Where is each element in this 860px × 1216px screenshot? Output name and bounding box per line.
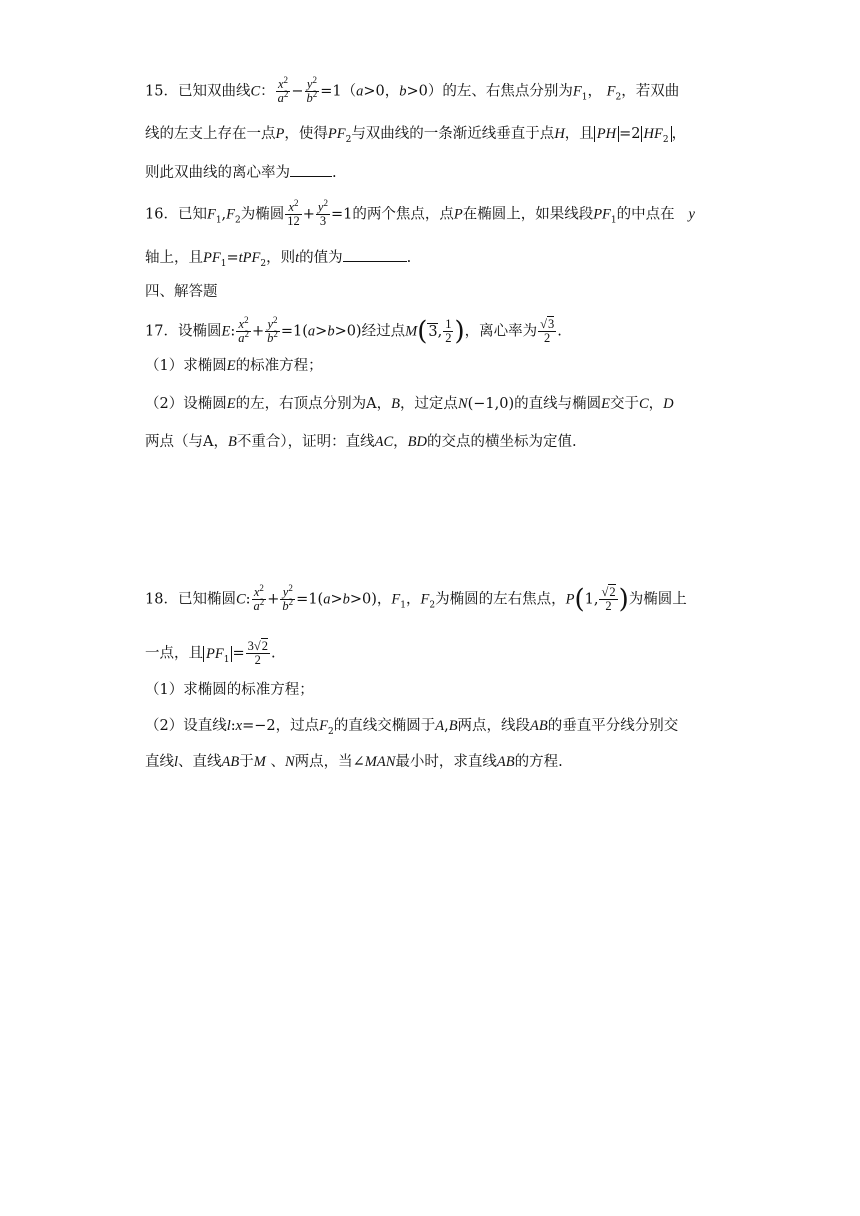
math-fraction: $\frac{x^2}{a^2}$ xyxy=(277,74,289,105)
q17-text: 两点（与 xyxy=(145,434,203,450)
math: C xyxy=(250,83,261,100)
q18-text: 的垂直平分线分别交 xyxy=(547,718,679,734)
q18-line-4: 直线l、直线AB于M 、N两点，当∠MAN最小时，求直线AB的方程. xyxy=(145,754,563,770)
q18-text: 两点，线段 xyxy=(457,718,531,734)
q17-text: 交于 xyxy=(610,396,639,412)
q18-text: 为椭圆的左右焦点， xyxy=(435,591,566,608)
q18-text: 直线 xyxy=(145,754,174,770)
math: $HF_2$ xyxy=(641,126,672,142)
math: $PF_1$ xyxy=(203,646,232,662)
q18-text: ，过点 xyxy=(275,718,320,734)
q17-text: （2）设椭圆 xyxy=(145,396,227,412)
q18-text: 为椭圆上 xyxy=(628,591,687,608)
q16-line-2: 轴上，且$PF_1=tPF_2$，则t的值为 . xyxy=(145,247,411,268)
q17-line-1: 17．设椭圆E: $\frac{x^2}{a^2}$ + $\frac{y^2}{b^2}$ =1(a>b>0)经过点M(3, $\frac{1}{2}$ )，离心率为 $\frac{√3}{2}$ . xyxy=(145,314,562,347)
q17-part-2: （2）设椭圆E的左，右顶点分别为A，B，过定点N(−1,0)的直线与椭圆E交于C，D xyxy=(145,396,674,412)
math-fraction: $\frac{x^2}{a^2}$ xyxy=(253,582,265,613)
q16-text: 的值为 xyxy=(299,250,343,266)
q16-text: 已知 xyxy=(177,206,207,223)
q17-text: 设椭圆 xyxy=(177,323,222,340)
q17-part-1: （1）求椭圆E的标准方程； xyxy=(145,358,323,374)
math-fraction: $\frac{x^2}{a^2}$ xyxy=(238,314,249,345)
q15-text: ）的左、右焦点分别为 xyxy=(427,83,573,100)
math-fraction: $\frac{y^2}{b^2}$ xyxy=(267,314,278,345)
q18-text: 、直线 xyxy=(178,754,222,770)
answer-blank[interactable] xyxy=(343,247,407,262)
q16-text: 为椭圆 xyxy=(240,206,285,223)
q16-text: 轴上，且 xyxy=(145,250,203,266)
q15-line-1: 15．已知双曲线C： $\frac{x^2}{a^2}$ − $\frac{y^2}{b^2}$ =1（a>0，b>0）的左、右焦点分别为$F_1$， $F_2$，若双曲 xyxy=(145,74,680,105)
math-fraction: $\frac{√2}{2}$ xyxy=(601,585,616,613)
math-fraction: $\frac{y^2}{b^2}$ xyxy=(282,582,294,613)
q18-text: 最小时，求直线 xyxy=(395,754,497,770)
q18-text: 一点，且 xyxy=(145,645,203,662)
q17-text: （1）求椭圆 xyxy=(145,358,227,374)
q15-text: ，且 xyxy=(564,126,594,142)
q16-text: 的两个焦点，点 xyxy=(352,206,454,223)
q18-part-1: （1）求椭圆的标准方程； xyxy=(145,682,314,698)
q18-text: 两点，当 xyxy=(294,754,353,770)
q18-text: 的直线交椭圆于 xyxy=(333,718,436,734)
q17-text: 经过点 xyxy=(361,323,406,340)
q16-number: 16． xyxy=(145,206,178,223)
math: PH xyxy=(594,126,619,142)
q15-text: 与双曲线的一条渐近线垂直于点 xyxy=(351,126,555,142)
q17-text: 不重合），证明：直线 xyxy=(236,434,375,450)
math-fraction: $\frac{y^2}{b^2}$ xyxy=(306,74,318,105)
q18-text: . xyxy=(270,645,276,662)
q17-text: 的左，右顶点分别为 xyxy=(235,396,367,412)
q17-text: . xyxy=(557,323,562,340)
q18-text: 的方程. xyxy=(514,754,563,770)
q17-number: 17． xyxy=(145,323,178,340)
q15-line-2: 线的左支上存在一点P，使得$PF_2$与双曲线的一条渐近线垂直于点H，且 PH =2 $HF_2$ ， xyxy=(145,126,687,145)
q15-text: 线的左支上存在一点 xyxy=(145,126,276,142)
q17-text: ，离心率为 xyxy=(464,323,538,340)
q16-text: ，则 xyxy=(266,250,296,266)
q15-text: ，使得 xyxy=(284,126,328,142)
q16-text: 在椭圆上，如果线段 xyxy=(462,206,594,223)
q18-line-1: 18．已知椭圆C: $\frac{x^2}{a^2}$ + $\frac{y^2}{b^2}$ =1(a>b>0)，$F_1$，$F_2$为椭圆的左右焦点，P(1, $\frac{√2}{2}$ )为椭圆上 xyxy=(145,582,687,615)
q18-line-2: 一点，且 $PF_1$ = $\frac{3√2}{2}$ . xyxy=(145,639,276,667)
q18-text: （2）设直线 xyxy=(145,718,227,734)
math-fraction: $\frac{3√2}{2}$ xyxy=(247,639,268,667)
q18-text: ， xyxy=(376,591,392,608)
q16-line-1: 16．已知$F_1,F_2$为椭圆 $\frac{x^2}{12}$ + $\frac{y^2}{3}$ =1的两个焦点，点P在椭圆上，如果线段$PF_1$的中点在 y xyxy=(145,197,695,228)
math-fraction: $\frac{1}{2}$ xyxy=(445,317,452,345)
q16-text: . xyxy=(406,250,412,266)
q18-text: 已知椭圆 xyxy=(177,591,236,608)
q18-text: 于 xyxy=(239,754,254,770)
q17-text: 的直线与椭圆 xyxy=(514,396,602,412)
q15-line-3 xyxy=(145,162,337,183)
q18-number: 18． xyxy=(145,591,178,608)
q18-part-2: （2）设直线l:x=−2，过点$F_2$的直线交椭圆于A,B两点，线段AB的垂直平分线分别交 xyxy=(145,718,679,737)
q17-text: ，过定点 xyxy=(399,396,458,412)
q15-text: 则此双曲线的离心率为 xyxy=(145,165,290,181)
q15-text: . xyxy=(332,165,337,181)
q15-text: ，若双曲 xyxy=(621,83,680,100)
q16-text: 的中点在 xyxy=(616,206,675,223)
math-fraction: $\frac{√3}{2}$ xyxy=(540,317,555,345)
q17-line-4: 两点（与A，B不重合），证明：直线AC，BD的交点的横坐标为定值. xyxy=(145,434,577,450)
q17-text: 的交点的横坐标为定值. xyxy=(426,434,577,450)
math-fraction: $\frac{y^2}{3}$ xyxy=(317,197,328,228)
section-heading: 四、解答题 xyxy=(145,284,218,300)
answer-blank[interactable] xyxy=(290,162,332,177)
q15-text: 已知双曲线 xyxy=(177,83,251,100)
q17-text: 的标准方程； xyxy=(235,358,323,374)
q15-text: （ xyxy=(341,83,357,100)
q15-number: 15． xyxy=(145,83,178,100)
math-fraction: $\frac{x^2}{12}$ xyxy=(287,197,300,228)
